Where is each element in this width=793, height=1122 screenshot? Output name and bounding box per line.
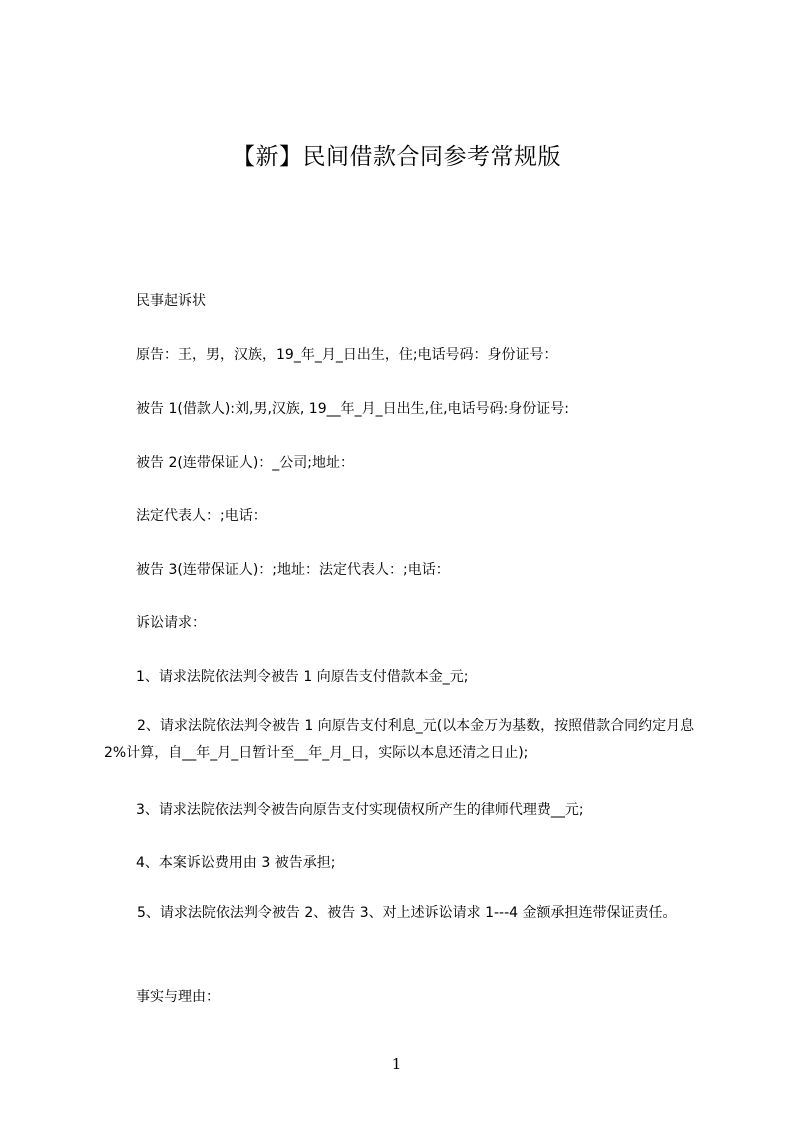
page-number: 1 — [391, 1055, 402, 1073]
claim-5: 5、请求法院依法判令被告 2、被告 3、对上述诉讼请求 1---4 金额承担连带保证责任。 — [137, 905, 677, 921]
defendant2-line: 被告 2(连带保证人)：_公司;地址： — [136, 455, 354, 471]
claim-3: 3、请求法院依法判令被告向原告支付实现债权所产生的律师代理费__元; — [136, 802, 584, 818]
defendant1-line: 被告 1(借款人):刘,男,汉族, 19__年_月_日出生,住,电话号码:身份证号: — [136, 401, 569, 417]
plaintiff-line: 原告：王，男，汉族，19_年_月_日出生，住;电话号码：身份证号： — [136, 347, 558, 363]
legal-representative-line: 法定代表人：;电话： — [136, 508, 267, 524]
claim-1: 1、请求法院依法判令被告 1 向原告支付借款本金_元; — [136, 669, 469, 685]
claims-heading: 诉讼请求： — [136, 615, 206, 631]
facts-heading: 事实与理由： — [136, 989, 220, 1005]
document-title: 【新】民间借款合同参考常规版 — [232, 144, 561, 170]
claim-4: 4、本案诉讼费用由 3 被告承担; — [136, 855, 336, 871]
claim-2: 2、请求法院依法判令被告 1 向原告支付利息_元(以本金万为基数，按照借款合同约定月息 2%计算，自__年_月_日暂计至__年_月_日，实际以本息还清之日止); — [104, 718, 695, 761]
heading-civil-complaint: 民事起诉状 — [136, 293, 206, 309]
defendant3-line: 被告 3(连带保证人)：;地址：法定代表人：;电话： — [136, 562, 450, 578]
